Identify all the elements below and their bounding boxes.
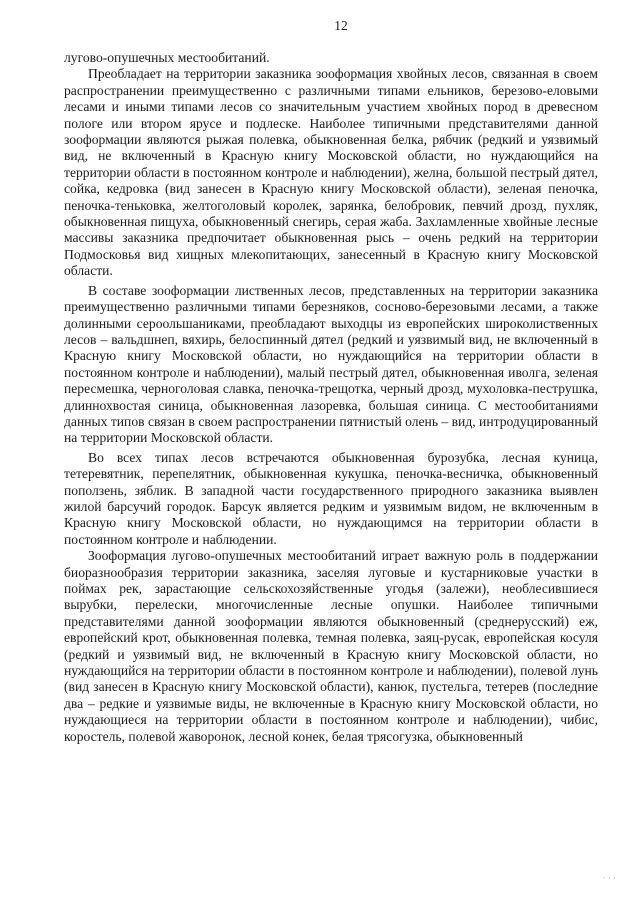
paragraph-coniferous-forests: Преобладает на территории заказника зооформация хвойных лесов, связанная в своем распространении преимущественно с различными типами ельников, березово-еловыми лесами и иными типами лесов со значительным участием хвойных пород в древесном пологе или втором ярусе и подлеске. Наиболее типичными представителями данной зооформации являются рыжая полевка, обыкновенная белка, рябчик (редкий и уязвимый вид, не включенный в Красную книгу Московской области, но нуждающийся на территории области в постоянном контроле и наблюдении), желна, большой пестрый дятел, сойка, кедровка (вид занесен в Красную книгу Московской области), зеленая пеночка, пеночка-теньковка, желтоголовый королек, зарянка, белобровик, певчий дрозд, пухляк, обыкновенная пищуха, обыкновенный снегирь, серая жаба. Захламленные хвойные лесные массивы заказника предпочитает обыкновенная рысь – очень редкий на территории Подмосковья вид хищных млекопитающих, занесенный в Красную книгу Московской области. [64, 66, 598, 279]
paragraph-all-forest-types: Во всех типах лесов встречаются обыкновенная бурозубка, лесная куница, тетеревятник, перепелятник, обыкновенная кукушка, пеночка-весничка, обыкновенный поползень, зяблик. В западной части государственного природного заказника выявлен жилой барсучий городок. Барсук является редким и уязвимым видом, не включенным в Красную книгу Московской области, но нуждающимся на территории области в постоянном контроле и наблюдении. [64, 449, 598, 547]
paragraph-continuation: лугово-опушечных местообитаний. [64, 50, 270, 65]
paragraph-deciduous-forests: В составе зооформации лиственных лесов, представленных на территории заказника преимущественно различными типами березняков, сосново-березовыми лесами, а также долинными сероольшаниками, преобладают выходцы из европейских широколиственных лесов – вальдшнеп, вяхирь, белоспинный дятел (редкий и уязвимый вид, не включенный в Красную книгу Московской области, но нуждающийся на территории области в постоянном контроле и наблюдении), малый пестрый дятел, обыкновенная иволга, зеленая пересмешка, черноголовая славка, пеночка-трещотка, черный дрозд, мухоловка-пеструшка, длиннохвостая синица, обыкновенная лазоревка, большая синица. С местообитаниями данных типов связан в своем распространении пятнистый олень – вид, интродуцированный на территории Московской области. [64, 282, 598, 446]
paragraph-meadow-edge-habitats: Зооформация лугово-опушечных местообитаний играет важную роль в поддержании биоразнообразия территории заказника, заселяя луговые и кустарниковые участки в поймах рек, зарастающие сельскохозяйственные угодья (залежи), необлесившиеся вырубки, перелески, многочисленные лесные опушки. Наиболее типичными представителями данной зооформации являются обыкновенный (среднерусский) еж, европейский крот, обыкновенная полевка, темная полевка, заяц-русак, европейская косуля (редкий и уязвимый вид, не включенный в Красную книгу Московской области, но нуждающийся на территории области в постоянном контроле и наблюдении), полевой лунь (вид занесен в Красную книгу Московской области), канюк, пустельга, тетерев (последние два – редкие и уязвимые виды, не включенные в Красную книгу Московской области, но нуждающиеся на территории области в постоянном контроле и наблюдении), чибис, коростель, полевой жаворонок, лесной конек, белая трясогузка, обыкновенный [64, 548, 598, 744]
scan-marks: · · · [602, 873, 616, 883]
body-text [64, 50, 598, 745]
page-number: 12 [334, 18, 348, 33]
